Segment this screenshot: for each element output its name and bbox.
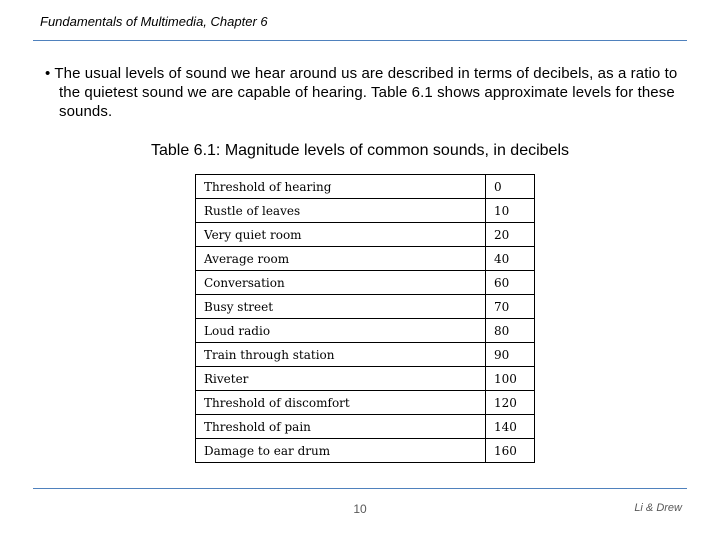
table-row <box>196 439 535 463</box>
decibel-cell: 10 <box>486 199 535 223</box>
sound-name-cell: Riveter <box>196 367 486 391</box>
sound-name-cell: Threshold of hearing <box>196 175 486 199</box>
sound-name-cell: Damage to ear drum <box>196 439 486 463</box>
decibel-cell: 60 <box>486 271 535 295</box>
authors-credit: Li & Drew <box>634 502 682 514</box>
table-row <box>196 199 535 223</box>
sound-name-cell: Very quiet room <box>196 223 486 247</box>
decibel-cell: 20 <box>486 223 535 247</box>
sound-name-cell: Threshold of pain <box>196 415 486 439</box>
table-row <box>196 295 535 319</box>
bullet-paragraph <box>45 64 685 121</box>
header-divider <box>33 40 687 41</box>
sound-name-cell: Rustle of leaves <box>196 199 486 223</box>
bullet-marker: • <box>45 65 51 82</box>
sound-name-cell: Average room <box>196 247 486 271</box>
table-row <box>196 247 535 271</box>
table-row <box>196 319 535 343</box>
sound-name-cell: Loud radio <box>196 319 486 343</box>
table-row <box>196 391 535 415</box>
decibel-cell: 160 <box>486 439 535 463</box>
decibel-cell: 0 <box>486 175 535 199</box>
sound-name-cell: Threshold of discomfort <box>196 391 486 415</box>
table-row <box>196 271 535 295</box>
decibel-cell: 70 <box>486 295 535 319</box>
table-row <box>196 223 535 247</box>
sound-name-cell: Busy street <box>196 295 486 319</box>
table-row <box>196 343 535 367</box>
header-title: Fundamentals of Multimedia, Chapter 6 <box>40 14 268 29</box>
decibel-cell: 40 <box>486 247 535 271</box>
footer-divider <box>33 488 687 489</box>
table-row <box>196 415 535 439</box>
table-row <box>196 175 535 199</box>
decibel-cell: 100 <box>486 367 535 391</box>
decibel-cell: 120 <box>486 391 535 415</box>
decibel-cell: 80 <box>486 319 535 343</box>
table-caption: Table 6.1: Magnitude levels of common sounds, in decibels <box>150 142 569 159</box>
bullet-text: The usual levels of sound we hear around us are described in terms of decibels, as a ratio to the quietest sound we are capable of hearing. Table 6.1 shows approximate levels for these sounds. <box>54 65 678 120</box>
table-row <box>196 367 535 391</box>
sound-levels-table <box>195 174 535 463</box>
page-number: 10 <box>353 502 367 516</box>
sound-name-cell: Train through station <box>196 343 486 367</box>
sound-name-cell: Conversation <box>196 271 486 295</box>
decibel-cell: 140 <box>486 415 535 439</box>
decibel-cell: 90 <box>486 343 535 367</box>
